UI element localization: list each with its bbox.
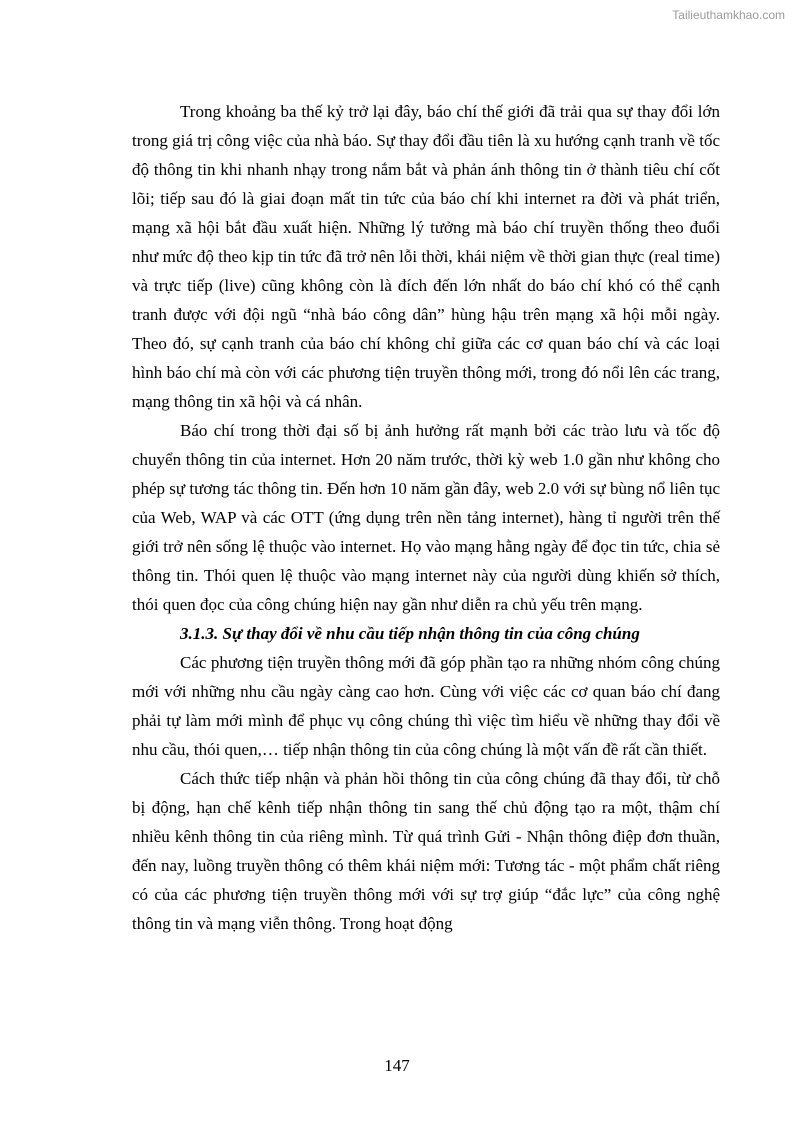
- page-number: 147: [384, 1056, 410, 1075]
- paragraph-1: Trong khoảng ba thế kỷ trở lại đây, báo chí thế giới đã trải qua sự thay đổi lớn trong giá trị công việc của nhà báo. Sự thay đổi đầu tiên là xu hướng cạnh tranh về tốc độ thông tin khi nhanh nhạy trong nắm bắt và phản ánh thông tin ở thành tiêu chí cốt lõi; tiếp sau đó là giai đoạn mất tin tức của báo chí khi internet ra đời và phát triển, mạng xã hội bắt đầu xuất hiện. Những lý tưởng mà báo chí truyền thống theo đuổi như mức độ theo kịp tin tức đã trở nên lỗi thời, khái niệm về thời gian thực (real time) và trực tiếp (live) cũng không còn là đích đến lớn nhất do báo chí khó có thể cạnh tranh được với đội ngũ “nhà báo công dân” hùng hậu trên mạng xã hội mỗi ngày. Theo đó, sự cạnh tranh của báo chí không chỉ giữa các cơ quan báo chí và các loại hình báo chí mà còn với các phương tiện truyền thông mới, trong đó nổi lên các trang, mạng thông tin xã hội và cá nhân.: [132, 102, 720, 411]
- page-body: [132, 97, 720, 938]
- section-heading: 3.1.3. Sự thay đổi về nhu cầu tiếp nhận thông tin của công chúng: [180, 624, 640, 643]
- watermark-text: Tailieuthamkhao.com: [672, 8, 785, 22]
- paragraph-3: Các phương tiện truyền thông mới đã góp phần tạo ra những nhóm công chúng mới với những nhu cầu ngày càng cao hơn. Cùng với việc các cơ quan báo chí đang phải tự làm mới mình để phục vụ công chúng thì việc tìm hiểu về những thay đổi về nhu cầu, thói quen,… tiếp nhận thông tin của công chúng là một vấn đề rất cần thiết.: [132, 653, 720, 759]
- paragraph-2: Báo chí trong thời đại số bị ảnh hưởng rất mạnh bởi các trào lưu và tốc độ chuyển thông tin của internet. Hơn 20 năm trước, thời kỳ web 1.0 gần như không cho phép sự tương tác thông tin. Đến hơn 10 năm gần đây, web 2.0 với sự bùng nổ liên tục của Web, WAP và các OTT (ứng dụng trên nền tảng internet), hàng tỉ người trên thế giới trở nên sống lệ thuộc vào internet. Họ vào mạng hằng ngày để đọc tin tức, chia sẻ thông tin. Thói quen lệ thuộc vào mạng internet này của người dùng khiến sở thích, thói quen đọc của công chúng hiện nay gần như diễn ra chủ yếu trên mạng.: [132, 421, 720, 614]
- paragraph-4: Cách thức tiếp nhận và phản hồi thông tin của công chúng đã thay đổi, từ chỗ bị động, hạn chế kênh tiếp nhận thông tin sang thế chủ động tạo ra một, thậm chí nhiều kênh thông tin của riêng mình. Từ quá trình Gửi - Nhận thông điệp đơn thuần, đến nay, luồng truyền thông có thêm khái niệm mới: Tương tác - một phẩm chất riêng có của các phương tiện truyền thông mới với sự trợ giúp “đắc lực” của công nghệ thông tin và mạng viễn thông. Trong hoạt động: [132, 769, 720, 933]
